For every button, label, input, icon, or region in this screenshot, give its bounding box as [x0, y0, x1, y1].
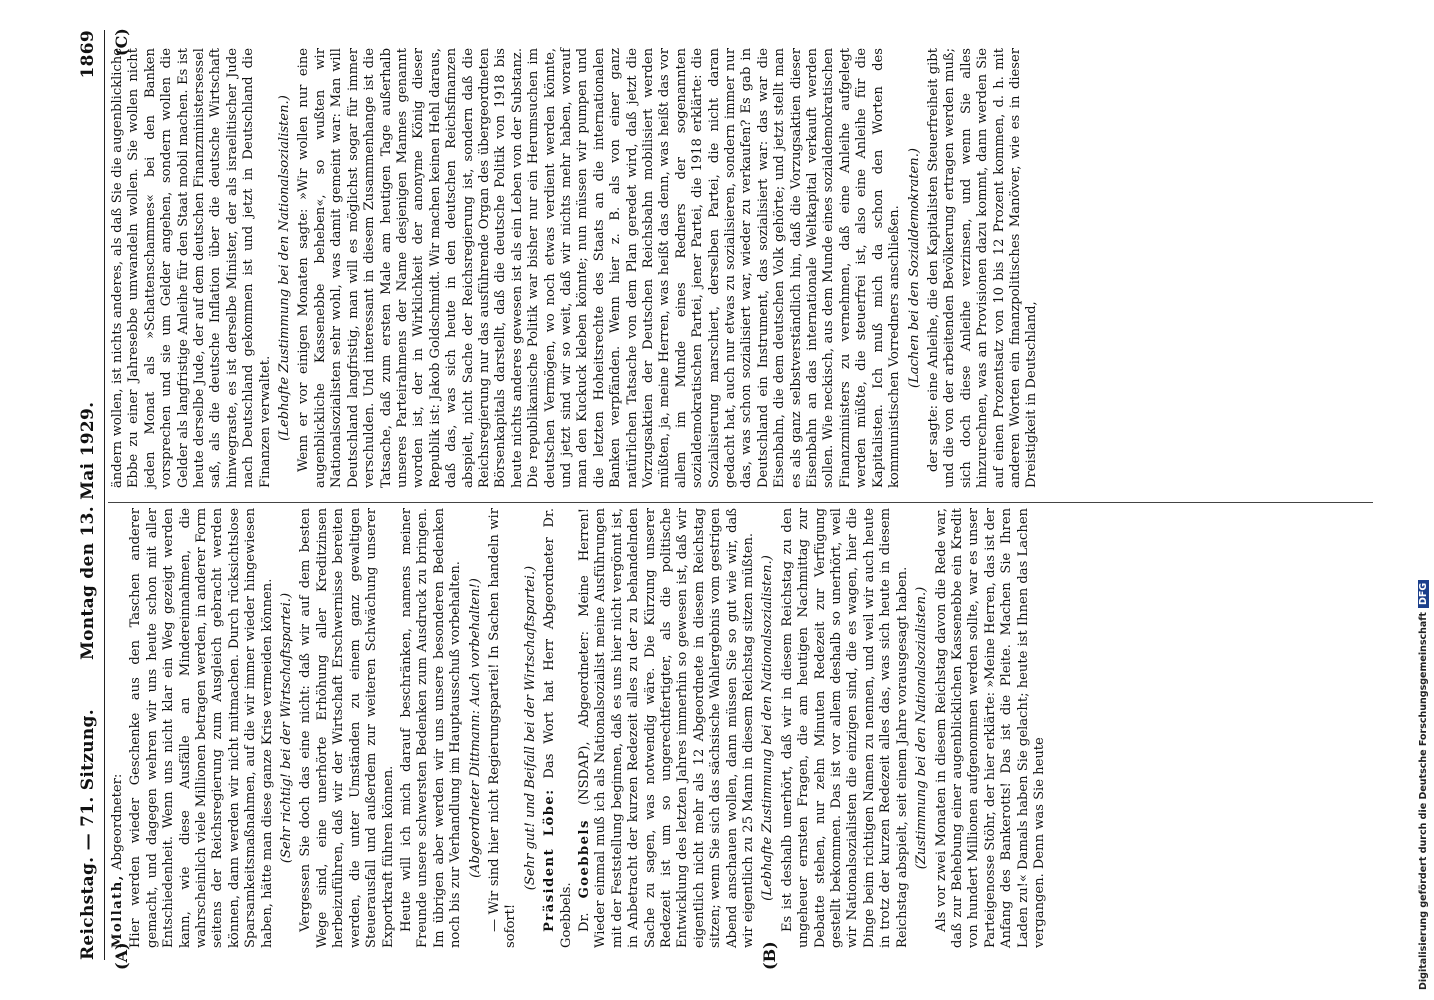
- speaker-name: Goebbels: [576, 819, 592, 899]
- speaker-line: [110, 508, 126, 948]
- side-strip: [1418, 10, 1434, 990]
- interjection: (Lachen bei den Sozialdemokraten.): [906, 148, 922, 389]
- speech-text: Das Wort hat Herr Abgeordneter Dr. Goebbels.: [542, 507, 574, 948]
- interjection: (Lebhafte Zustimmung bei den Nationalsozialisten.): [277, 95, 293, 441]
- speaker-name: Mollath,: [110, 874, 125, 948]
- left-column: [110, 508, 1050, 948]
- paragraph: Hier werden wieder Geschenke aus den Taschen anderer gemacht, und dagegen wehren wir uns heute schon mit aller Entschiedenheit. Wenn uns nicht klar ein Weg gezeigt werden kann, wie diese Ausfälle an Mindereinnahmen, die wahrscheinlich viele Millionen betragen werden, in anderer Form seitens der Reichsregierung zum Ausgleich gebracht werden können, dann werden wir nicht mitmachen. Durch rücksichtslose Sparsamkeitsmaßnahmen, auf die wir immer wieder hingewiesen haben, hätte man diese ganze Krise vermeiden können.: [128, 508, 275, 948]
- speaker-name: Präsident Löbe:: [542, 788, 558, 932]
- interjection: (Sehr richtig! bei der Wirtschaftspartei.): [279, 592, 295, 864]
- paragraph: Es ist deshalb unerhört, daß wir in diesem Reichstag zu den ungeheuer ernsten Fragen, die am heutigen Nachmittag zur Debatte stehen, nur zehn Minuten Redezeit zur Verfügung gestellt bekommen. Das ist vor allem deshalb so unerhört, weil wir Nationalsozialisten die einzigen sind, die es wagen, hier die Dinge beim richtigen Namen zu nennen, und weil wir auch heute in trotz der kurzen Redezeit alles das, was sich heute in diesem Reichstag abspielt, seit einem Jahre vorausgesagt haben.: [779, 508, 910, 948]
- speaker-paragraph: [542, 508, 575, 948]
- speaker-title: Dr.: [576, 912, 592, 932]
- dfg-logo: DFG: [1418, 580, 1429, 608]
- paragraph: Wenn er vor einigen Monaten sagte: »Wir wollen nur eine augenblickliche Kassenebbe beheben«, so wußten wir Nationalsozialisten sehr wohl, was damit gemeint war: Man will Deutschland langfristig, man will es möglichst sogar für immer verschulden. Und interessant in diesem Zusammenhange ist die Tatsache, daß zum ersten Male am heutigen Tage außerhalb unseres Parteirahmens der Name desjenigen Mannes genannt worden ist, der in Wirklichkeit der anonyme König dieser Republik ist: Jakob Goldschmidt. Wir machen keinen Hehl daraus, daß das, was sich heute in den deutschen Reichsfinanzen abspielt, nicht Sache der Reichsregierung ist, sondern daß die Reichsregierung nur das ausführende Organ des übergeordneten Börsenkapitals darstellt, daß die deutsche Politik von 1918 bis heute nichts anderes gewesen ist als ein Leben von der Substanz. Die republikanische Politik war bisher nur ein Herumsuchen im deutschen Vermögen, wo noch etwas verdient werden könnte, und jetzt sind wir so weit, daß wir nichts mehr haben, worauf man den Kuckuck kleben könnte; nun müssen wir pumpen und die letzten Hoheitsrechte des Staats an die internationalen Banken verpfänden. Wenn hier z. B. als von einer ganz natürlichen Tatsache von dem Plan geredet wird, daß jetzt die Vorzugsaktien der Deutschen Reichsbahn mobilisiert werden müßten, ja, meine Herren, was heißt das denn, was heißt das vor allem im Munde eines Redners der sogenannten sozialdemokratischen Partei, jener Partei, die 1918 erklärte: die Sozialisierung marschiert, derselben Partei, die nicht daran gedacht hat, auch nur etwas zu sozialisieren, sondern immer nur das, was schon sozialisiert war, wieder zu verkaufen? Es gab in Deutschland ein Instrument, das sozialisiert war: das war die Eisenbahn, die dem deutschen Volk gehörte; und jetzt stellt man es als ganz selbstverständlich hin, daß die Vorzugsaktien dieser Eisenbahn an das internationale Weltkapital verkauft werden sollen. Wie neckisch, aus dem Munde eines sozialdemokratischen Finanzministers zu vernehmen, daß eine Anleihe aufgelegt werden müßte, die steuerfrei ist, also eine Anleihe für die Kapitalisten. Ich muß mich da schon den Worten des kommunistischen Vorredners anschließen.: [296, 48, 903, 488]
- margin-marker-c: (C): [112, 28, 131, 56]
- right-column: [110, 48, 1043, 488]
- margin-marker-a: (A): [112, 942, 131, 970]
- header-rule: [104, 30, 105, 960]
- page-number: 1869: [78, 30, 98, 79]
- column-divider: [108, 502, 1373, 503]
- paragraph: ändern wollen, ist nichts anderes, als daß Sie die augenblickliche Ebbe zu einer Jahresebbe umwandeln wollen. Sie wollen nicht jeden Monat als »Schattenschammes« bei den Banken vorsprechen und sie um Gelder angehen, sondern wollen die Gelder als langfristige Anleihe für den Staat mobil machen. Es ist heute derselbe Jude, der auf dem deutschen Finanzministersessel saß, als die deutsche Inflation über die deutsche Wirtschaft hinwegraste, es ist derselbe Minister, der als israelitischer Jude nach Deutschland gekommen ist und jetzt in Deutschland die Finanzen verwaltet.: [110, 48, 273, 488]
- speech-text: (NSDAP), Abgeordneter: Meine Herren! Wieder einmal muß ich als Nationalsozialist meine Ausführungen mit der Feststellung beginnen, daß es uns hier nicht vergönnt ist, in Anbetracht der kurzen Redezeit alles zu der zu behandelnden Sache zu sagen, was notwendig wäre. Die Kürzung unserer Redezeit ist um so ungerechtfertigter, als die politische Entwicklung des letzten Jahres immerhin so gewesen ist, daß wir eigentlich nicht mehr als 12 Abgeordnete in diesem Reichstag sitzen; wenn Sie sich das sächsische Wahlergebnis vom gestrigen Abend anschauen wollen, dann müssen Sie so gut wie wir, daß wir eigentlich zu 25 Mann in diesem Reichstag sitzen müßten.: [576, 508, 757, 948]
- paragraph: Heute will ich mich darauf beschränken, namens meiner Freunde unsere schwersten Bedenken zum Ausdruck zu bringen. Im übrigen aber werden wir uns unsere besonderen Bedenken noch bis zur Verhandlung im Hauptausschuß vorbehalten.: [398, 508, 464, 948]
- header-date: Montag den 13. Mai 1929.: [78, 401, 98, 660]
- interjection: (Lebhafte Zustimmung bei den Nationalsozialisten.): [760, 555, 776, 901]
- digitization-credit: Digitalisierung gefördert durch die Deutsche Forschungsgemeinschaft: [1418, 612, 1429, 990]
- paragraph: Als vor zwei Monaten in diesem Reichstag davon die Rede war, daß zur Behebung einer augenblicklichen Kassenebbe ein Kredit von hundert Millionen aufgenommen werden sollte, war es unser Parteigenosse Stöhr, der hier erklärte: »Meine Herren, das ist der Anfang des Bankerotts! Das ist die Pleite. Machen Sie Ihren Laden zu!« Damals haben Sie gelacht; heute ist Ihnen das Lachen vergangen. Denn was Sie heute: [933, 508, 1047, 948]
- interjection: (Zustimmung bei den Nationalsozialisten.): [914, 586, 930, 870]
- speaker-paragraph: [577, 508, 757, 948]
- interjection: (Abgeordneter Dittmann: Auch vorbehalten!): [467, 578, 483, 878]
- header-session: Reichstag. — 71. Sitzung.: [78, 709, 98, 960]
- interjection: (Sehr gut! und Beifall bei der Wirtschaftspartei.): [522, 565, 538, 891]
- paragraph: Vergessen Sie doch das eine nicht: daß wir auf dem besten Wege sind, eine unerhörte Erhöhung aller Kreditzinsen herbeizuführen, daß wir der Wirtschaft Erschwernisse bereiten werden, die unter Umständen zu einem ganz gewaltigen Steuerausfall und außerdem zur weiteren Schwächung unserer Exportkraft führen können.: [298, 508, 396, 948]
- page-header: [78, 30, 104, 960]
- paragraph: der sagte: eine Anleihe, die den Kapitalisten Steuerfreiheit gibt und die von der arbeitenden Bevölkerung ertragen werden muß; sich doch diese Anleihe verzinsen, und wenn Sie alles hinzurechnen, was an Provisionen dazu kommt, dann werden Sie auf einen Prozentsatz von 10 bis 12 Prozent kommen, d. h. mit anderen Worten ein finanzpolitisches Manöver, wie es in dieser Dreistigkeit in Deutschland,: [925, 48, 1040, 488]
- paragraph: — Wir sind hier nicht Regierungspartei! In Sachen handeln wir sofort!: [486, 508, 519, 948]
- speaker-role: Abgeordneter:: [110, 773, 125, 871]
- margin-marker-b: (B): [760, 941, 779, 970]
